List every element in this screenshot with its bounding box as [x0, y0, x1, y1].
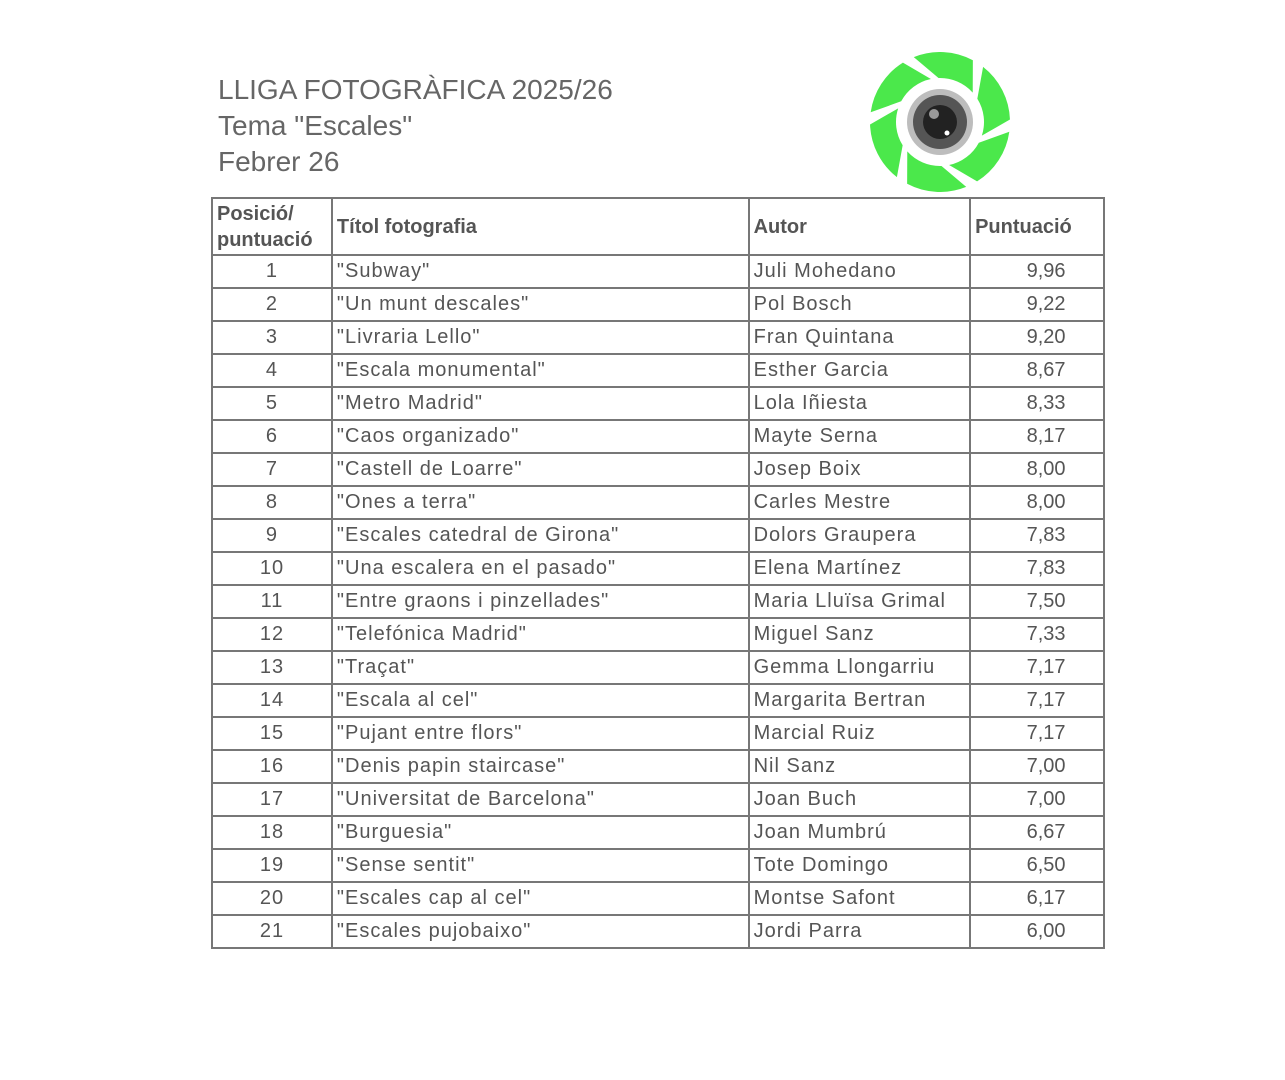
position-cell: 12	[212, 618, 332, 651]
table-row	[212, 849, 1104, 882]
photo-title-cell: "Subway"	[332, 255, 749, 288]
author-cell: Maria Lluïsa Grimal	[749, 585, 970, 618]
photo-title-cell: "Sense sentit"	[332, 849, 749, 882]
position-cell: 2	[212, 288, 332, 321]
table-row	[212, 585, 1104, 618]
position-cell: 1	[212, 255, 332, 288]
photo-title-cell: "Escales pujobaixo"	[332, 915, 749, 948]
photo-title-cell: "Un munt descales"	[332, 288, 749, 321]
author-cell: Esther Garcia	[749, 354, 970, 387]
position-cell: 4	[212, 354, 332, 387]
position-cell: 17	[212, 783, 332, 816]
score-cell: 7,17	[970, 684, 1104, 717]
month-title: Febrer 26	[218, 146, 340, 177]
score-cell: 8,67	[970, 354, 1104, 387]
score-cell: 7,00	[970, 750, 1104, 783]
photo-title-cell: "Telefónica Madrid"	[332, 618, 749, 651]
position-cell: 14	[212, 684, 332, 717]
author-cell: Dolors Graupera	[749, 519, 970, 552]
score-cell: 9,22	[970, 288, 1104, 321]
position-cell: 19	[212, 849, 332, 882]
position-cell: 16	[212, 750, 332, 783]
column-header-title: Títol fotografia	[332, 198, 749, 255]
score-cell: 9,96	[970, 255, 1104, 288]
table-row	[212, 816, 1104, 849]
table-row	[212, 288, 1104, 321]
position-cell: 5	[212, 387, 332, 420]
score-cell: 8,33	[970, 387, 1104, 420]
author-cell: Lola Iñiesta	[749, 387, 970, 420]
table-row	[212, 915, 1104, 948]
photo-title-cell: "Metro Madrid"	[332, 387, 749, 420]
table-header-row	[212, 198, 1104, 255]
position-cell: 10	[212, 552, 332, 585]
results-table	[211, 197, 1105, 949]
table-row	[212, 552, 1104, 585]
table-row	[212, 717, 1104, 750]
author-cell: Jordi Parra	[749, 915, 970, 948]
score-cell: 8,00	[970, 453, 1104, 486]
league-title: LLIGA FOTOGRÀFICA 2025/26	[218, 74, 613, 105]
position-cell: 21	[212, 915, 332, 948]
table-row	[212, 420, 1104, 453]
table-row	[212, 882, 1104, 915]
photo-title-cell: "Castell de Loarre"	[332, 453, 749, 486]
author-cell: Pol Bosch	[749, 288, 970, 321]
photo-title-cell: "Caos organizado"	[332, 420, 749, 453]
position-cell: 9	[212, 519, 332, 552]
photo-title-cell: "Universitat de Barcelona"	[332, 783, 749, 816]
score-cell: 7,00	[970, 783, 1104, 816]
score-cell: 7,83	[970, 552, 1104, 585]
photo-title-cell: "Una escalera en el pasado"	[332, 552, 749, 585]
score-cell: 6,00	[970, 915, 1104, 948]
position-cell: 3	[212, 321, 332, 354]
table-row	[212, 750, 1104, 783]
position-cell: 13	[212, 651, 332, 684]
score-cell: 8,00	[970, 486, 1104, 519]
document-header	[218, 72, 613, 180]
table-row	[212, 321, 1104, 354]
photo-title-cell: "Traçat"	[332, 651, 749, 684]
author-cell: Miguel Sanz	[749, 618, 970, 651]
author-cell: Joan Mumbrú	[749, 816, 970, 849]
table-row	[212, 684, 1104, 717]
table-row	[212, 255, 1104, 288]
table-row	[212, 783, 1104, 816]
table-row	[212, 519, 1104, 552]
table-row	[212, 387, 1104, 420]
camera-lens-logo-icon	[868, 52, 1012, 192]
column-header-position: Posició/ puntuació	[212, 198, 332, 255]
author-cell: Margarita Bertran	[749, 684, 970, 717]
author-cell: Josep Boix	[749, 453, 970, 486]
score-cell: 7,33	[970, 618, 1104, 651]
photo-title-cell: "Entre graons i pinzellades"	[332, 585, 749, 618]
score-cell: 7,83	[970, 519, 1104, 552]
position-cell: 8	[212, 486, 332, 519]
photo-title-cell: "Escala monumental"	[332, 354, 749, 387]
table-row	[212, 453, 1104, 486]
position-cell: 20	[212, 882, 332, 915]
author-cell: Montse Safont	[749, 882, 970, 915]
author-cell: Fran Quintana	[749, 321, 970, 354]
table-row	[212, 486, 1104, 519]
table-row	[212, 651, 1104, 684]
position-cell: 11	[212, 585, 332, 618]
photo-title-cell: "Escala al cel"	[332, 684, 749, 717]
table-row	[212, 618, 1104, 651]
photo-title-cell: "Escales cap al cel"	[332, 882, 749, 915]
author-cell: Marcial Ruiz	[749, 717, 970, 750]
table-row	[212, 354, 1104, 387]
photo-title-cell: "Denis papin staircase"	[332, 750, 749, 783]
photo-title-cell: "Livraria Lello"	[332, 321, 749, 354]
author-cell: Tote Domingo	[749, 849, 970, 882]
column-header-score: Puntuació	[970, 198, 1104, 255]
score-cell: 6,67	[970, 816, 1104, 849]
author-cell: Gemma Llongarriu	[749, 651, 970, 684]
score-cell: 9,20	[970, 321, 1104, 354]
score-cell: 8,17	[970, 420, 1104, 453]
author-cell: Elena Martínez	[749, 552, 970, 585]
column-header-author: Autor	[749, 198, 970, 255]
shutter-blade	[870, 108, 903, 177]
score-cell: 6,17	[970, 882, 1104, 915]
shutter-blade	[977, 67, 1010, 136]
author-cell: Nil Sanz	[749, 750, 970, 783]
photo-title-cell: "Ones a terra"	[332, 486, 749, 519]
author-cell: Carles Mestre	[749, 486, 970, 519]
position-cell: 18	[212, 816, 332, 849]
author-cell: Joan Buch	[749, 783, 970, 816]
position-cell: 15	[212, 717, 332, 750]
author-cell: Mayte Serna	[749, 420, 970, 453]
position-cell: 7	[212, 453, 332, 486]
score-cell: 7,17	[970, 717, 1104, 750]
photo-title-cell: "Burguesia"	[332, 816, 749, 849]
photo-title-cell: "Pujant entre flors"	[332, 717, 749, 750]
score-cell: 7,50	[970, 585, 1104, 618]
photo-title-cell: "Escales catedral de Girona"	[332, 519, 749, 552]
score-cell: 6,50	[970, 849, 1104, 882]
position-cell: 6	[212, 420, 332, 453]
score-cell: 7,17	[970, 651, 1104, 684]
author-cell: Juli Mohedano	[749, 255, 970, 288]
theme-title: Tema "Escales"	[218, 110, 413, 141]
